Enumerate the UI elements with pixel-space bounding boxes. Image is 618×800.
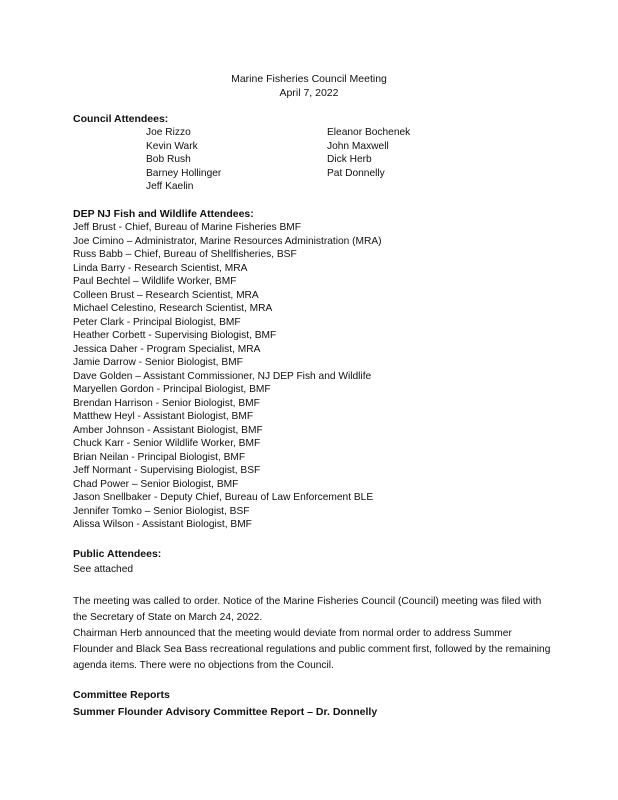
dep-attendee: Colleen Brust – Research Scientist, MRA	[73, 289, 259, 301]
dep-attendee: Alissa Wilson - Assistant Biologist, BMF	[73, 519, 252, 530]
council-attendee: John Maxwell	[327, 140, 389, 152]
summer-flounder-report-heading: Summer Flounder Advisory Committee Report – Dr. Donnelly	[73, 706, 378, 718]
dep-attendees-list	[73, 221, 382, 532]
dep-attendee: Jennifer Tomko – Senior Biologist, BSF	[73, 505, 250, 517]
dep-attendee: Michael Celestino, Research Scientist, MRA	[73, 303, 273, 314]
call-to-order-paragraph: The meeting was called to order. Notice of the Marine Fisheries Council (Council) meeting was filed with the Secretary of State on March 24, 2022.	[73, 596, 542, 623]
council-attendee: Bob Rush	[146, 154, 191, 165]
chairman-announcement-paragraph: Chairman Herb announced that the meeting would deviate from normal order to address Summer Flounder and Black Sea Bass recreational regulations and public comment first, followed by the remaining agenda items. There were no objections from the Council.	[73, 628, 551, 671]
public-attendees-heading: Public Attendees:	[73, 548, 162, 560]
council-attendees-right-column	[327, 126, 410, 180]
meeting-title: Marine Fisheries Council Meeting	[231, 73, 387, 85]
dep-attendee: Jamie Darrow - Senior Biologist, BMF	[73, 357, 243, 368]
meeting-date: April 7, 2022	[279, 87, 339, 99]
dep-attendee: Russ Babb – Chief, Bureau of Shellfisheries, BSF	[73, 249, 297, 260]
dep-attendee: Chad Power – Senior Biologist, BMF	[73, 478, 239, 490]
dep-attendee: Paul Bechtel – Wildlife Worker, BMF	[73, 276, 237, 287]
dep-attendee: Jason Snellbaker - Deputy Chief, Bureau of Law Enforcement BLE	[73, 492, 374, 503]
dep-attendee: Dave Golden – Assistant Commissioner, NJ DEP Fish and Wildlife	[73, 370, 372, 382]
dep-attendee: Brendan Harrison - Senior Biologist, BMF	[73, 397, 260, 409]
council-attendee: Eleanor Bochenek	[327, 127, 411, 138]
dep-attendee: Amber Johnson - Assistant Biologist, BMF	[73, 424, 263, 436]
dep-attendee: Jeff Normant - Supervising Biologist, BSF	[73, 465, 261, 476]
dep-attendee: Chuck Karr - Senior Wildlife Worker, BMF	[73, 438, 261, 449]
committee-reports-heading: Committee Reports	[73, 689, 170, 701]
dep-attendee: Maryellen Gordon - Principal Biologist, BMF	[73, 384, 271, 395]
dep-attendee: Peter Clark - Principal Biologist, BMF	[73, 316, 241, 328]
council-attendee: Joe Rizzo	[146, 127, 191, 138]
dep-attendee: Matthew Heyl - Assistant Biologist, BMF	[73, 411, 254, 422]
council-attendees-heading: Council Attendees:	[73, 113, 169, 125]
dep-attendee: Jessica Daher - Program Specialist, MRA	[73, 343, 261, 355]
council-attendee: Barney Hollinger	[146, 167, 222, 179]
dep-attendee: Brian Neilan - Principal Biologist, BMF	[73, 451, 246, 463]
dep-attendee: Heather Corbett - Supervising Biologist, BMF	[73, 330, 277, 341]
dep-attendee: Joe Cimino – Administrator, Marine Resources Administration (MRA)	[73, 235, 382, 247]
council-attendees-left-column	[146, 126, 221, 194]
council-attendee: Kevin Wark	[146, 140, 198, 152]
dep-attendee: Jeff Brust - Chief, Bureau of Marine Fisheries BMF	[73, 222, 301, 233]
council-attendee: Pat Donnelly	[327, 167, 385, 179]
dep-attendee: Linda Barry - Research Scientist, MRA	[73, 262, 248, 274]
public-attendees-text: See attached	[73, 564, 134, 575]
council-attendee: Jeff Kaelin	[146, 181, 194, 192]
dep-attendees-heading: DEP NJ Fish and Wildlife Attendees:	[73, 208, 254, 220]
council-attendee: Dick Herb	[327, 154, 372, 165]
